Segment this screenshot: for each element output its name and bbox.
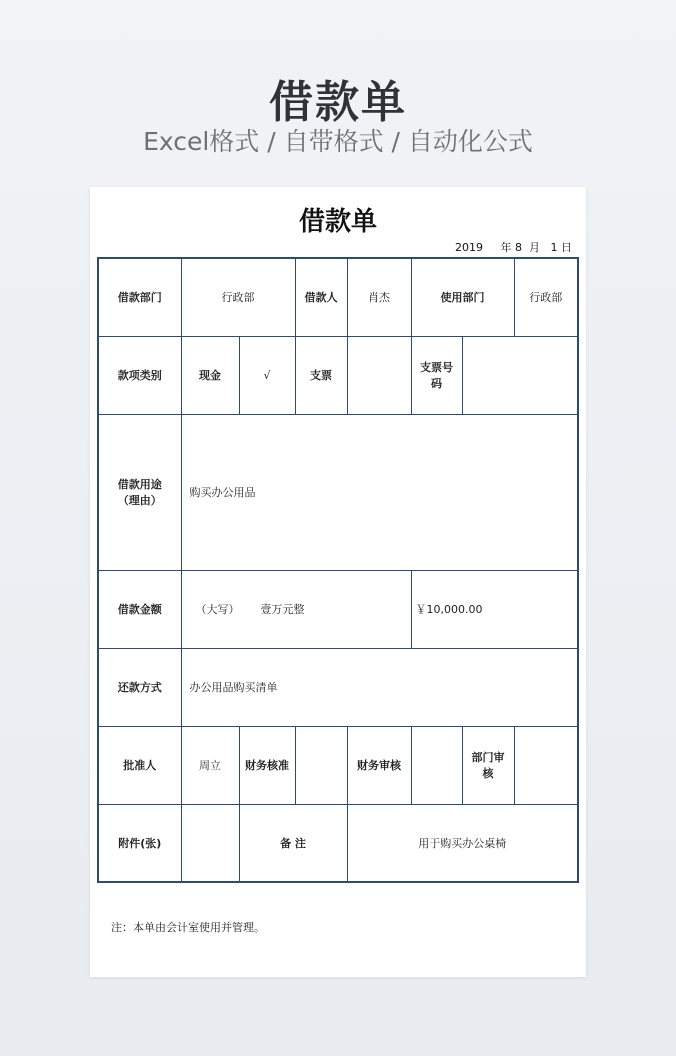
footer-note: 注：本单由会计室使用并管理。 bbox=[111, 921, 265, 934]
finance-verify-label: 财务核准 bbox=[239, 726, 295, 804]
borrower-label: 借款人 bbox=[295, 258, 347, 336]
remark-label: 备 注 bbox=[239, 804, 347, 882]
hero-title: 借款单 bbox=[269, 77, 407, 128]
use-dept-label: 使用部门 bbox=[411, 258, 514, 336]
dept-value[interactable]: 行政部 bbox=[181, 258, 295, 336]
purpose-value[interactable]: 购买办公用品 bbox=[181, 414, 578, 570]
row-attachments bbox=[98, 804, 578, 882]
check-value[interactable] bbox=[347, 336, 411, 414]
cash-check-cell[interactable]: √ bbox=[239, 336, 295, 414]
borrower-value[interactable]: 肖杰 bbox=[347, 258, 411, 336]
amount-in-figures[interactable]: ￥10,000.00 bbox=[411, 570, 578, 648]
row-department bbox=[98, 258, 578, 336]
row-purpose bbox=[98, 414, 578, 570]
purpose-label bbox=[98, 414, 181, 570]
document-title: 借款单 bbox=[298, 207, 377, 237]
remark-value[interactable]: 用于购买办公桌椅 bbox=[347, 804, 578, 882]
use-dept-value[interactable]: 行政部 bbox=[514, 258, 578, 336]
cash-label: 现金 bbox=[181, 336, 239, 414]
attachments-value[interactable] bbox=[181, 804, 239, 882]
amount-label: 借款金额 bbox=[98, 570, 181, 648]
check-number-value[interactable] bbox=[462, 336, 578, 414]
row-approval bbox=[98, 726, 578, 804]
category-label: 款项类别 bbox=[98, 336, 181, 414]
row-repayment bbox=[98, 648, 578, 726]
dept-audit-value[interactable] bbox=[514, 726, 578, 804]
row-amount bbox=[98, 570, 578, 648]
check-number-label: 支票号码 bbox=[411, 336, 462, 414]
row-category bbox=[98, 336, 578, 414]
finance-audit-value[interactable] bbox=[411, 726, 462, 804]
loan-form-table bbox=[97, 257, 579, 883]
repayment-label: 还款方式 bbox=[98, 648, 181, 726]
document-date: 2019 年 8 月 1 日 bbox=[455, 241, 572, 254]
approver-label: 批准人 bbox=[98, 726, 181, 804]
hero-subtitle: Excel格式 / 自带格式 / 自动化公式 bbox=[143, 127, 533, 156]
repayment-value[interactable]: 办公用品购买清单 bbox=[181, 648, 578, 726]
dept-label: 借款部门 bbox=[98, 258, 181, 336]
amount-in-words[interactable]: （大写） 壹万元整 bbox=[181, 570, 411, 648]
dept-audit-label: 部门审核 bbox=[462, 726, 514, 804]
finance-audit-label: 财务审核 bbox=[347, 726, 411, 804]
purpose-label-line1: 借款用途 bbox=[117, 478, 162, 491]
check-label: 支票 bbox=[295, 336, 347, 414]
finance-verify-value[interactable] bbox=[295, 726, 347, 804]
attachments-label: 附件(张) bbox=[98, 804, 181, 882]
document-sheet bbox=[90, 187, 586, 977]
approver-value[interactable]: 周立 bbox=[181, 726, 239, 804]
purpose-label-line2: （理由） bbox=[117, 494, 162, 507]
